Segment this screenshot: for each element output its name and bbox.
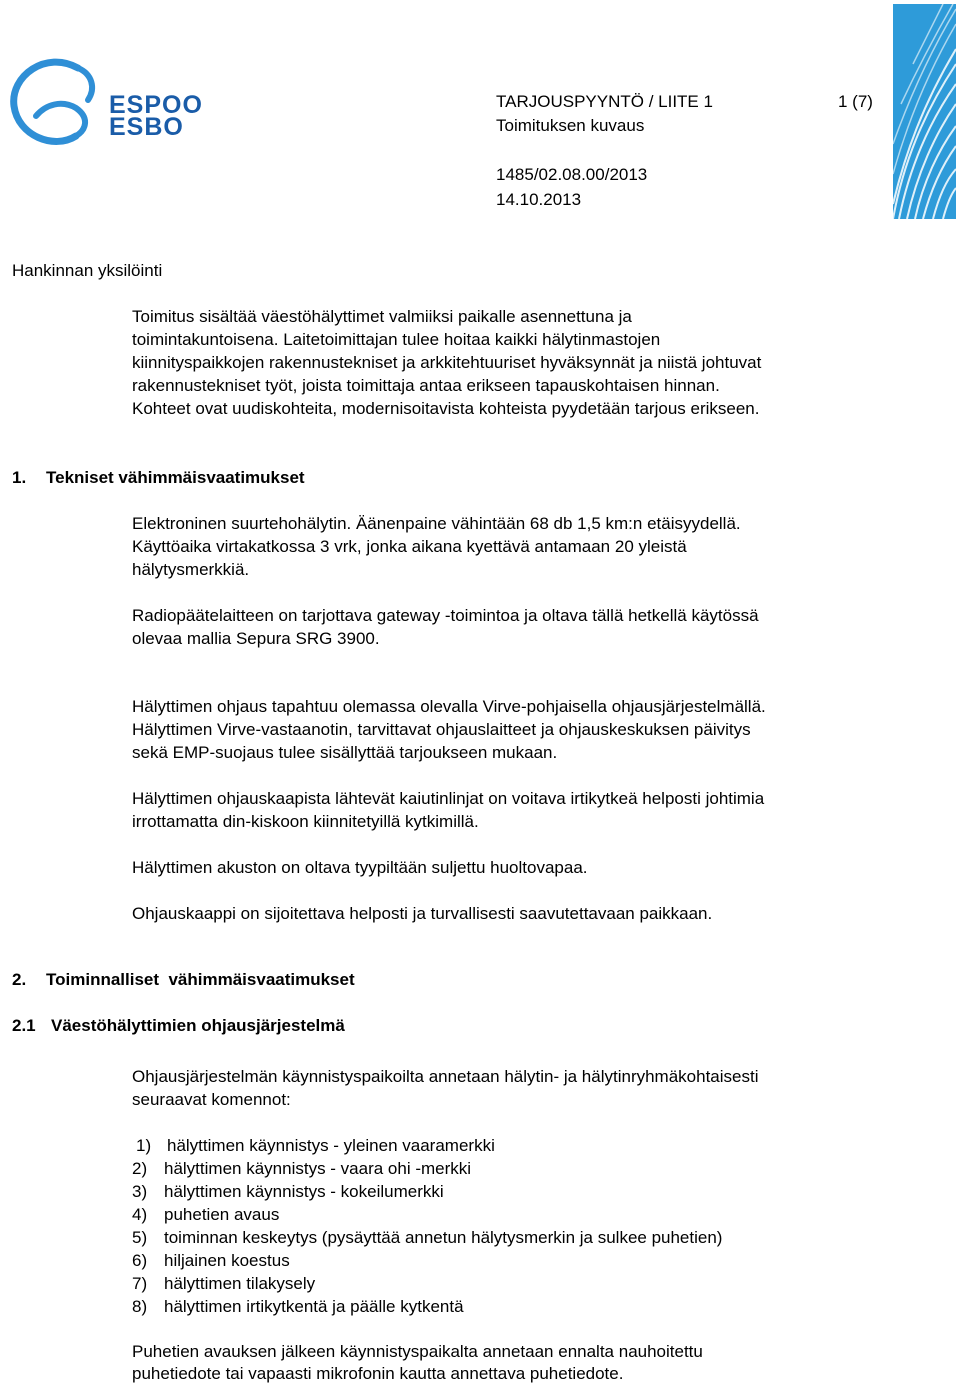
list-item-number: 3) xyxy=(132,1182,148,1201)
logo-name-sv: ESBO xyxy=(109,113,184,141)
text-line: olevaa mallia Sepura SRG 3900. xyxy=(132,629,380,648)
text-line: Käyttöaika virtakatkossa 3 vrk, jonka aikana kyettävä antamaan 20 yleistä xyxy=(132,537,687,556)
list-item-text: hälyttimen käynnistys - kokeilumerkki xyxy=(164,1182,444,1201)
text-line: Hälyttimen ohjauskaapista lähtevät kaiutinlinjat on voitava irtikytkeä helposti johtimia xyxy=(132,789,765,808)
text-line: irrottamatta din-kiskoon kiinnitetyillä kytkimillä. xyxy=(132,812,479,831)
list-item-text: puhetien avaus xyxy=(164,1205,280,1224)
doc-type: TARJOUSPYYNTÖ / LIITE 1 xyxy=(496,92,713,111)
text-line: puhetiedote tai vapaasti mikrofonin kautta annettava puhetiedote. xyxy=(132,1364,624,1383)
doc-date: 14.10.2013 xyxy=(496,190,582,209)
doc-reference: 1485/02.08.00/2013 xyxy=(496,165,648,184)
text-line: Ohjausjärjestelmän käynnistyspaikoilta annetaan hälytin- ja hälytinryhmäkohtaisesti xyxy=(132,1067,759,1086)
section-heading: Tekniset vähimmäisvaatimukset xyxy=(46,468,305,487)
text-line: Puhetien avauksen jälkeen käynnistyspaikalta annetaan ennalta nauhoitettu xyxy=(132,1342,703,1361)
section-heading: Hankinnan yksilöinti xyxy=(12,261,163,280)
logo-ring-icon xyxy=(6,58,116,148)
subsection-heading: Väestöhälyttimien ohjausjärjestelmä xyxy=(51,1016,345,1035)
list-item-number: 4) xyxy=(132,1205,148,1224)
corner-decoration xyxy=(893,4,956,219)
text-line: Hälyttimen ohjaus tapahtuu olemassa olevalla Virve-pohjaisella ohjausjärjestelmällä. xyxy=(132,697,766,716)
list-item-number: 7) xyxy=(132,1274,148,1293)
text-line: Toimitus sisältää väestöhälyttimet valmiiksi paikalle asennettuna ja xyxy=(132,307,632,326)
text-line: Hälyttimen akuston on oltava tyypiltään suljettu huoltovapaa. xyxy=(132,858,588,877)
list-item-text: hälyttimen irtikytkentä ja päälle kytkentä xyxy=(164,1297,464,1316)
subsection-number: 2.1 xyxy=(12,1016,36,1035)
text-line: Elektroninen suurtehohälytin. Äänenpaine vähintään 68 db 1,5 km:n etäisyydellä. xyxy=(132,514,741,533)
logo-name-fi: ESPOO xyxy=(109,91,203,119)
text-line: sekä EMP-suojaus tulee sisällyttää tarjoukseen mukaan. xyxy=(132,743,558,762)
list-item-number: 6) xyxy=(132,1251,148,1270)
doc-subtitle: Toimituksen kuvaus xyxy=(496,116,645,135)
section-number: 2. xyxy=(12,970,27,989)
section-number: 1. xyxy=(12,468,27,487)
text-line: hälytysmerkkiä. xyxy=(132,560,250,579)
text-line: Hälyttimen Virve-vastaanotin, tarvittavat ohjauslaitteet ja ohjauskeskuksen päivitys xyxy=(132,720,751,739)
list-item-number: 2) xyxy=(132,1159,148,1178)
text-line: seuraavat komennot: xyxy=(132,1090,291,1109)
list-item-number: 8) xyxy=(132,1297,148,1316)
text-line: Ohjauskaappi on sijoitettava helposti ja turvallisesti saavutettavaan paikkaan. xyxy=(132,904,713,923)
page-number: 1 (7) xyxy=(838,92,873,111)
decorative-stripes-icon xyxy=(893,4,956,219)
espoo-logo xyxy=(6,58,203,148)
text-line: Radiopäätelaitteen on tarjottava gateway -toimintoa ja oltava tällä hetkellä käytössä xyxy=(132,606,759,625)
text-line: Kohteet ovat uudiskohteita, modernisoitavista kohteista pyydetään tarjous erikseen. xyxy=(132,399,760,418)
text-line: kiinnityspaikkojen rakennustekniset ja arkkitehtuuriset hyväksynnät ja niistä johtuvat xyxy=(132,353,762,372)
section-heading: Toiminnalliset vähimmäisvaatimukset xyxy=(46,970,355,989)
list-item-text: hiljainen koestus xyxy=(164,1251,290,1270)
list-item-text: hälyttimen tilakysely xyxy=(164,1274,316,1293)
text-line: rakennustekniset työt, joista toimittaja antaa erikseen tapauskohtaisen hinnan. xyxy=(132,376,720,395)
list-item-text: toiminnan keskeytys (pysäyttää annetun hälytysmerkin ja sulkee puhetien) xyxy=(164,1228,723,1247)
list-item-text: hälyttimen käynnistys - yleinen vaaramerkki xyxy=(167,1136,495,1155)
list-item-number: 1) xyxy=(136,1136,152,1155)
text-line: toimintakuntoisena. Laitetoimittajan tulee hoitaa kaikki hälytinmastojen xyxy=(132,330,661,349)
list-item-text: hälyttimen käynnistys - vaara ohi -merkki xyxy=(164,1159,472,1178)
list-item-number: 5) xyxy=(132,1228,148,1247)
